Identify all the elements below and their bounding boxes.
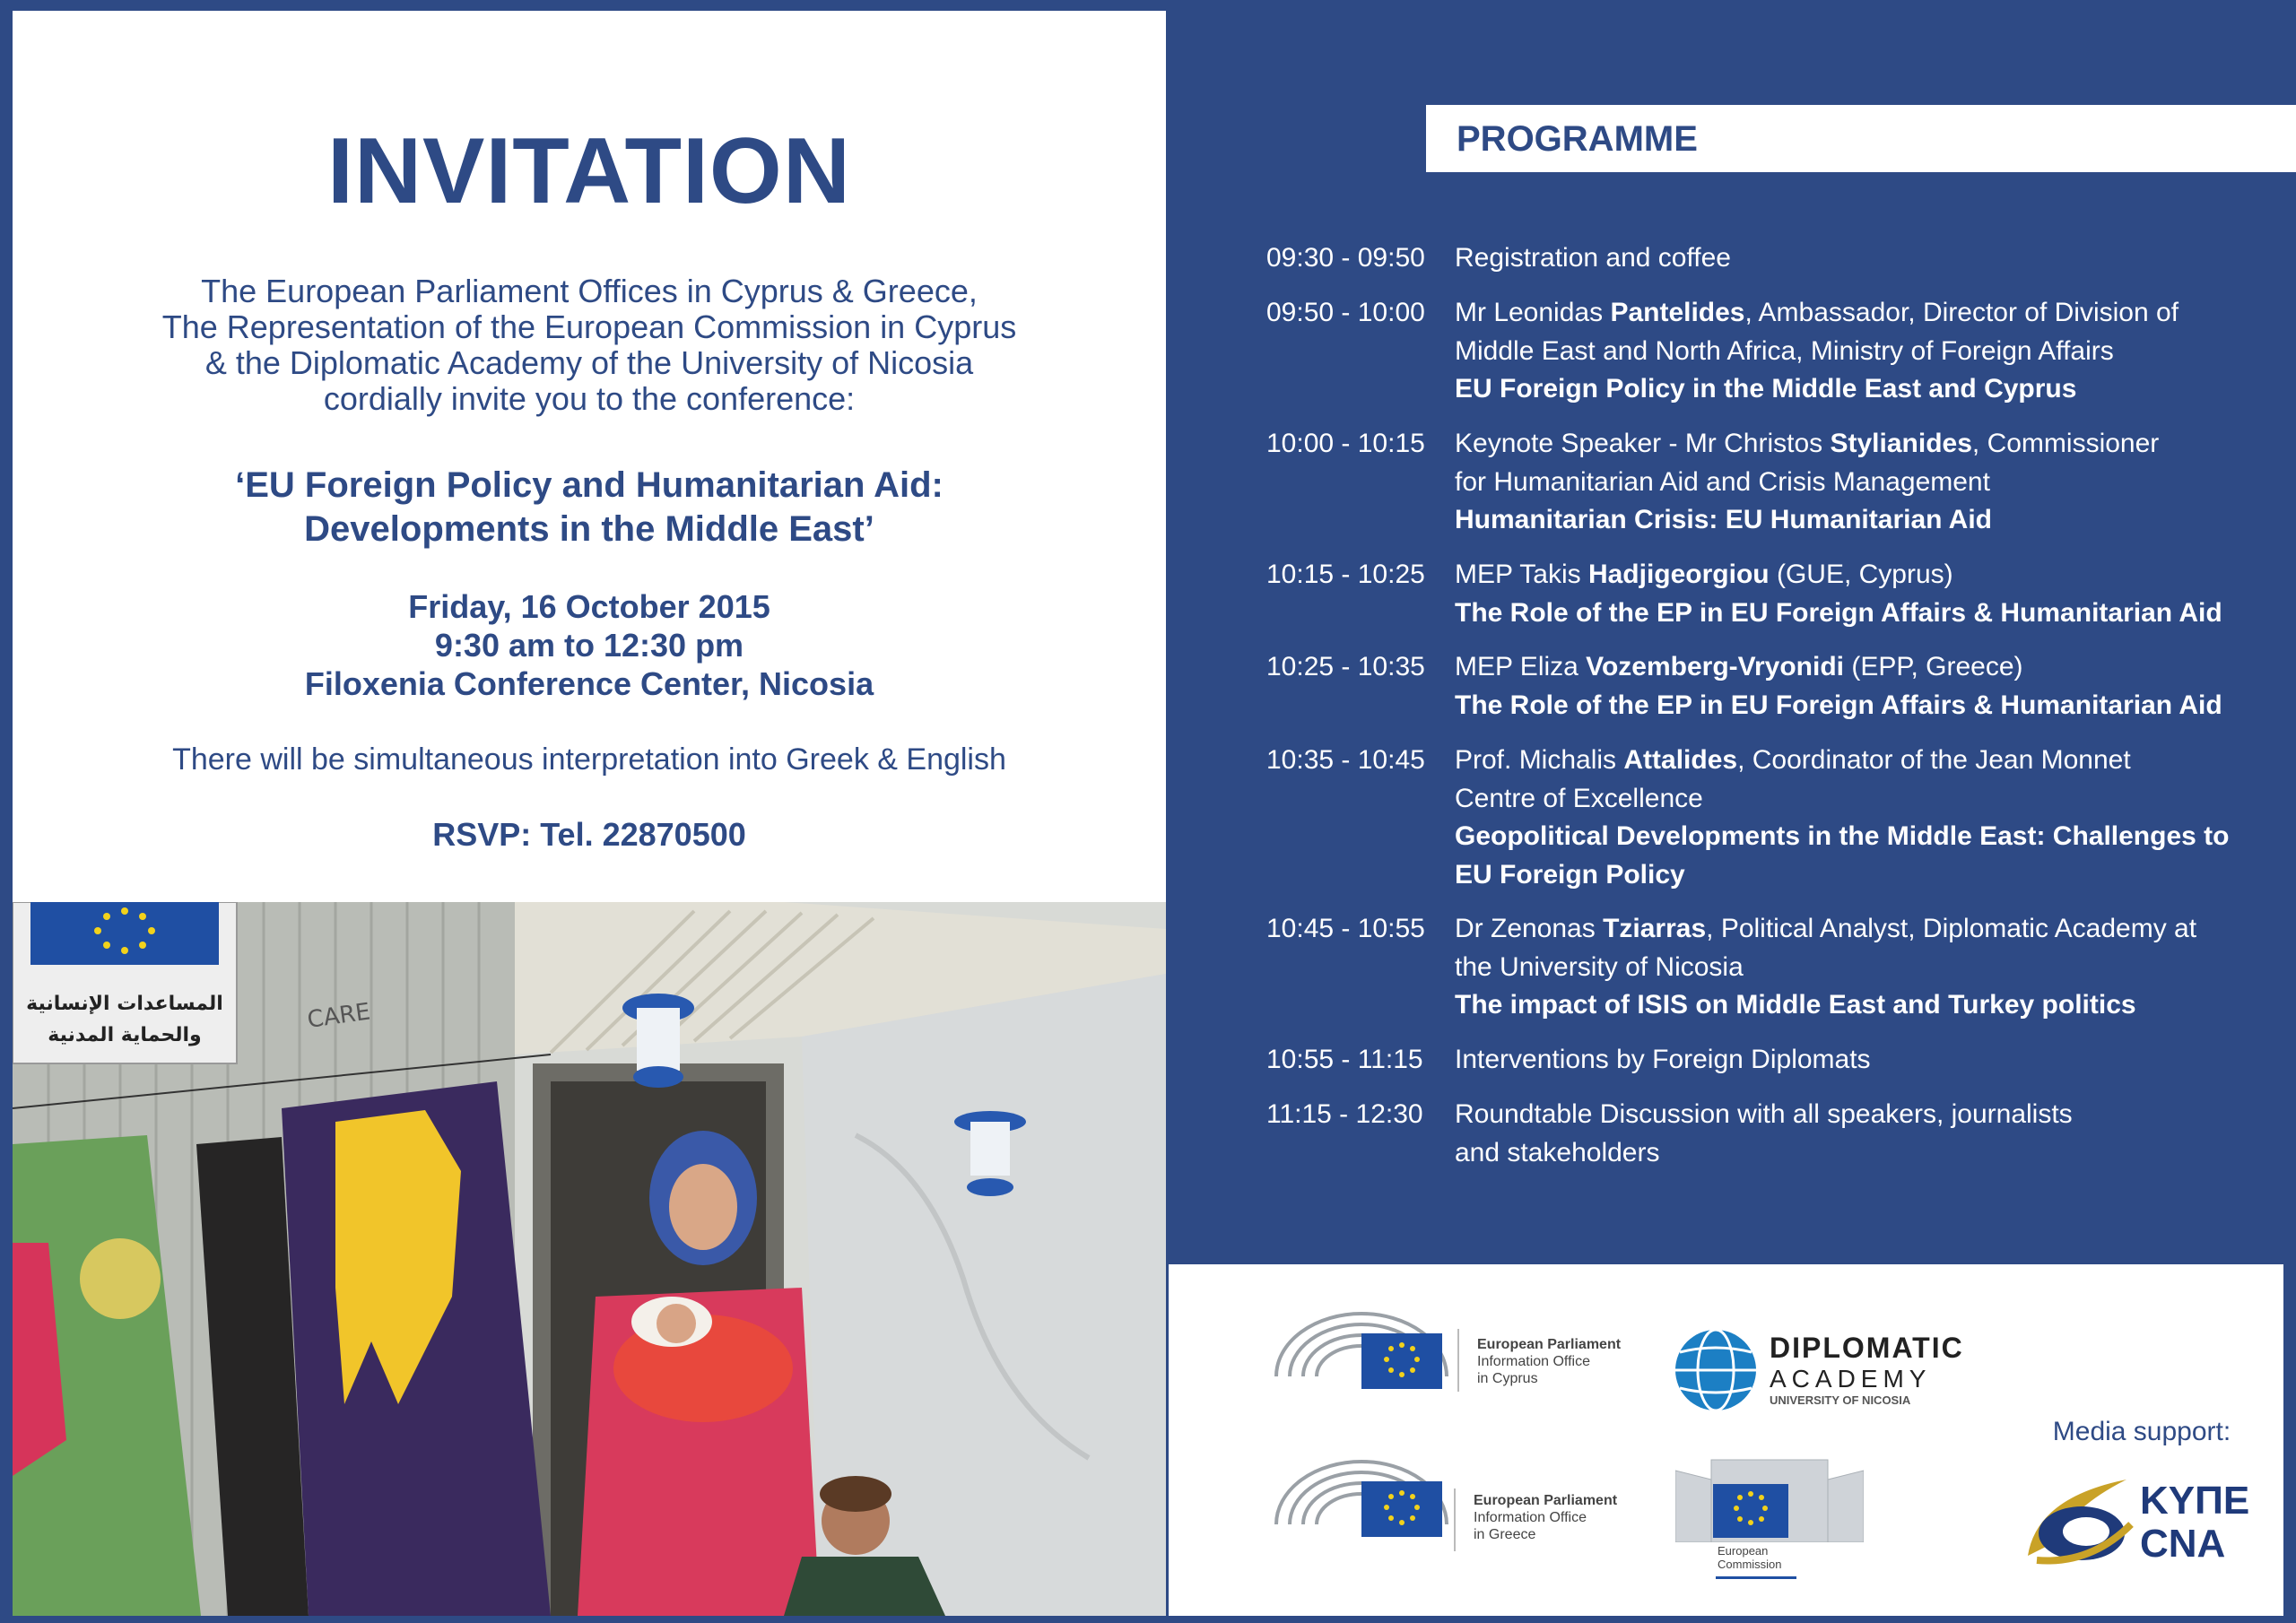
conference-title	[13, 464, 1166, 551]
logo-line: ACADEMY	[1770, 1365, 1932, 1393]
item-text: and stakeholders	[1455, 1137, 1660, 1167]
logo-line: UNIVERSITY OF NICOSIA	[1770, 1393, 1911, 1407]
european-commission-label	[1718, 1544, 1782, 1571]
programme-time: 10:35 - 10:45	[1266, 745, 1425, 775]
logo-underline	[1716, 1576, 1796, 1579]
ep-cyprus-label	[1477, 1336, 1621, 1387]
item-text: (EPP, Greece)	[1844, 652, 2023, 681]
session-topic: Humanitarian Crisis: EU Humanitarian Aid	[1455, 505, 1993, 534]
item-text: the University of Nicosia	[1455, 951, 1744, 982]
item-text: Middle East and North Africa, Ministry of Foreign Affairs	[1455, 335, 2114, 366]
conference-title-line: Developments in the Middle East’	[304, 509, 874, 549]
item-text: MEP Takis	[1455, 560, 1588, 589]
programme-title: PROGRAMME	[1457, 119, 1698, 159]
invitation-title: INVITATION	[327, 119, 851, 223]
wall-graffiti: CARE	[305, 998, 372, 1034]
programme-desc	[1455, 239, 2280, 278]
programme-time: 10:00 - 10:15	[1266, 429, 1425, 458]
programme-desc	[1455, 556, 2280, 632]
logo-line: Information Office	[1474, 1510, 1587, 1525]
logo-line: Information Office	[1477, 1354, 1590, 1369]
session-topic: EU Foreign Policy in the Middle East and Cyprus	[1455, 374, 2077, 404]
programme-desc	[1455, 425, 2280, 540]
intro-line: The Representation of the European Commission in Cyprus	[161, 308, 1017, 345]
programme-desc	[1455, 1096, 2280, 1172]
globe-icon	[1671, 1325, 1761, 1415]
item-text: MEP Eliza	[1455, 652, 1587, 681]
item-text: Prof. Michalis	[1455, 745, 1624, 775]
logo-line: in Cyprus	[1477, 1371, 1538, 1386]
sign-text-line2: والحماية المدنية	[48, 1024, 202, 1046]
logo-line: European	[1718, 1544, 1769, 1558]
cna-swoosh-icon	[2019, 1471, 2135, 1569]
ep-greece-label	[1474, 1492, 1617, 1543]
diplomatic-academy-label	[1770, 1332, 1964, 1407]
cna-label	[2140, 1480, 2249, 1566]
logo-line: CNA	[2140, 1522, 2226, 1566]
item-text: Registration and coffee	[1455, 243, 1731, 273]
speaker-name: Attalides	[1623, 745, 1738, 775]
programme-time: 09:50 - 10:00	[1266, 298, 1425, 327]
hemicycle-icon	[1267, 1296, 1465, 1394]
event-details	[13, 587, 1166, 703]
speaker-name: Vozemberg-Vryonidi	[1586, 652, 1844, 681]
conference-title-line: ‘EU Foreign Policy and Humanitarian Aid:	[235, 465, 944, 505]
programme-desc	[1455, 910, 2280, 1025]
programme-desc	[1455, 1041, 2280, 1080]
item-text: Mr Leonidas	[1455, 298, 1611, 327]
rsvp-phone: RSVP: Tel. 22870500	[432, 816, 746, 853]
media-support-label: Media support:	[2052, 1417, 2231, 1446]
item-text: , Political Analyst, Diplomatic Academy at	[1706, 914, 2197, 943]
programme-time: 09:30 - 09:50	[1266, 243, 1425, 273]
logo-divider	[1454, 1488, 1456, 1551]
logo-divider	[1457, 1329, 1459, 1392]
interpretation-note: There will be simultaneous interpretation into Greek & English	[172, 742, 1006, 777]
session-topic: Geopolitical Developments in the Middle East: Challenges to EU Foreign Policy	[1455, 821, 2230, 890]
programme-time: 10:25 - 10:35	[1266, 652, 1425, 681]
programme-time: 10:45 - 10:55	[1266, 914, 1425, 943]
speaker-name: Stylianides	[1830, 429, 1972, 458]
intro-line: cordially invite you to the conference:	[323, 380, 856, 417]
event-venue: Filoxenia Conference Center, Nicosia	[304, 665, 874, 702]
speaker-name: Pantelides	[1610, 298, 1745, 327]
item-text: Keynote Speaker - Mr Christos	[1455, 429, 1831, 458]
programme-time: 10:15 - 10:25	[1266, 560, 1425, 589]
item-text: Centre of Excellence	[1455, 783, 1703, 813]
logo-line: DIPLOMATIC	[1770, 1332, 1964, 1364]
partner-logos-panel	[1169, 1264, 2283, 1616]
item-text: for Humanitarian Aid and Crisis Management	[1455, 466, 1990, 497]
item-text: , Ambassador, Director of Division of	[1744, 298, 2179, 327]
intro-line: The European Parliament Offices in Cyprus & Greece,	[201, 273, 978, 309]
programme-desc	[1455, 648, 2280, 725]
programme-desc	[1455, 742, 2280, 894]
speaker-name: Tziarras	[1603, 914, 1707, 943]
item-text: (GUE, Cyprus)	[1769, 560, 1953, 589]
item-text: Roundtable Discussion with all speakers, journalists	[1455, 1099, 2073, 1129]
hemicycle-icon	[1267, 1444, 1465, 1542]
logo-line: European Parliament	[1474, 1493, 1618, 1508]
invitation-panel	[13, 11, 1166, 902]
logo-line: in Greece	[1474, 1527, 1536, 1542]
speaker-name: Hadjigeorgiou	[1587, 560, 1770, 589]
logo-line: ΚΥΠΕ	[2140, 1479, 2250, 1523]
item-text: , Commissioner	[1971, 429, 2160, 458]
programme-time: 10:55 - 11:15	[1266, 1045, 1423, 1074]
photo-illustration	[13, 902, 1166, 1616]
european-commission-building-icon	[1675, 1453, 1864, 1542]
refugee-camp-photo	[13, 902, 1166, 1616]
logo-line: Commission	[1718, 1558, 1782, 1571]
programme-header	[1426, 105, 2296, 172]
item-text: Dr Zenonas	[1455, 914, 1604, 943]
intro-line: & the Diplomatic Academy of the University of Nicosia	[204, 344, 974, 381]
sign-text-line1: المساعدات الإنسانية	[26, 993, 223, 1015]
event-date: Friday, 16 October 2015	[408, 588, 770, 625]
event-time: 9:30 am to 12:30 pm	[434, 627, 744, 664]
invitation-intro	[13, 273, 1166, 417]
item-text: , Coordinator of the Jean Monnet	[1737, 745, 2131, 775]
logo-line: European Parliament	[1477, 1337, 1622, 1352]
session-topic: The Role of the EP in EU Foreign Affairs & Humanitarian Aid	[1455, 597, 2222, 628]
session-topic: The impact of ISIS on Middle East and Turkey politics	[1455, 990, 2136, 1020]
item-text: Interventions by Foreign Diplomats	[1455, 1045, 1871, 1074]
programme-desc	[1455, 294, 2280, 409]
programme-time: 11:15 - 12:30	[1266, 1099, 1423, 1129]
session-topic: The Role of the EP in EU Foreign Affairs & Humanitarian Aid	[1455, 690, 2222, 720]
